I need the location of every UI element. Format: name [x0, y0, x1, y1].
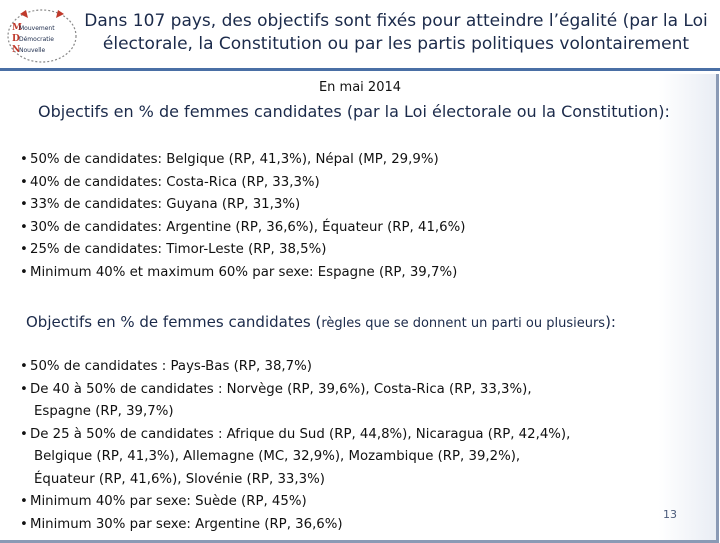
section1-heading [38, 102, 670, 121]
header-divider [0, 68, 720, 71]
page-number: 13 [663, 508, 677, 521]
bullet-icon: • [20, 174, 28, 190]
list-item-continuation: Belgique (RP, 41,3%), Allemagne (MC, 32,9%), Mozambique (RP, 39,2%), [34, 449, 521, 464]
section2-heading-small: règles que se donnent un parti ou plusieurs [321, 316, 606, 331]
list-item-continuation: Espagne (RP, 39,7%) [34, 404, 174, 419]
svg-text:Démocratie: Démocratie [19, 36, 54, 43]
bullet-icon: • [20, 264, 28, 280]
svg-text:Mouvement: Mouvement [19, 25, 55, 32]
list-item: • 25% de candidates: Timor-Leste (RP, 38,5%) [20, 239, 465, 262]
date-label: En mai 2014 [318, 80, 402, 95]
slide-title [80, 10, 712, 56]
title-line-1: Dans 107 pays, des objectifs sont fixés pour atteindre l’égalité (par la Loi [84, 11, 708, 31]
bullet-icon: • [20, 359, 28, 374]
bullet-icon: • [20, 152, 28, 167]
list-item: • 33% de candidates: Guyana (RP, 31,3%) [20, 194, 465, 217]
bullet-icon: • [20, 381, 28, 397]
bullet-icon: • [20, 242, 28, 257]
list-item: • 50% de candidates : Pays-Bas (RP, 38,7%) [20, 356, 570, 379]
list-item: • Minimum 30% par sexe: Argentine (RP, 36,6%) [20, 514, 570, 537]
list-item: • 50% de candidates: Belgique (RP, 41,3%), Népal (MP, 29,9%) [20, 149, 465, 172]
section1-heading-suffix: : [664, 102, 670, 121]
section2-list [20, 356, 570, 536]
bullet-icon: • [20, 197, 28, 212]
svg-text:Nouvelle: Nouvelle [19, 47, 46, 54]
slide-header [0, 0, 720, 70]
section1-heading-text: Objectifs en % de femmes candidates (par la Loi électorale ou la Constitution) [38, 102, 665, 121]
list-item: • De 25 à 50% de candidates : Afrique du Sud (RP, 44,8%), Nicaragua (RP, 42,4%), [20, 424, 570, 447]
svg-text:M: M [12, 23, 22, 33]
list-item: • Minimum 40% et maximum 60% par sexe: Espagne (RP, 39,7%) [20, 262, 465, 285]
svg-text:N: N [12, 45, 21, 55]
bullet-icon: • [20, 219, 28, 235]
title-line-2: électorale, la Constitution ou par les partis politiques volontairement [102, 34, 690, 54]
list-item: • De 40 à 50% de candidates : Norvège (RP, 39,6%), Costa-Rica (RP, 33,3%), [20, 379, 570, 402]
bullet-icon: • [20, 516, 28, 532]
mdn-logo [6, 8, 78, 64]
list-item-continuation: Équateur (RP, 41,6%), Slovénie (RP, 33,3%) [34, 471, 325, 487]
list-item: • 40% de candidates: Costa-Rica (RP, 33,3%) [20, 172, 465, 195]
bullet-icon: • [20, 426, 28, 442]
section2-heading: Objectifs en % de femmes candidates (règles que se donnent un parti ou plusieurs): [26, 313, 616, 331]
list-item: • 30% de candidates: Argentine (RP, 36,6%), Équateur (RP, 41,6%) [20, 217, 465, 240]
bullet-icon: • [20, 494, 28, 509]
svg-text:D: D [12, 34, 20, 44]
section1-list [20, 149, 465, 284]
list-item: • Minimum 40% par sexe: Suède (RP, 45%) [20, 491, 570, 514]
